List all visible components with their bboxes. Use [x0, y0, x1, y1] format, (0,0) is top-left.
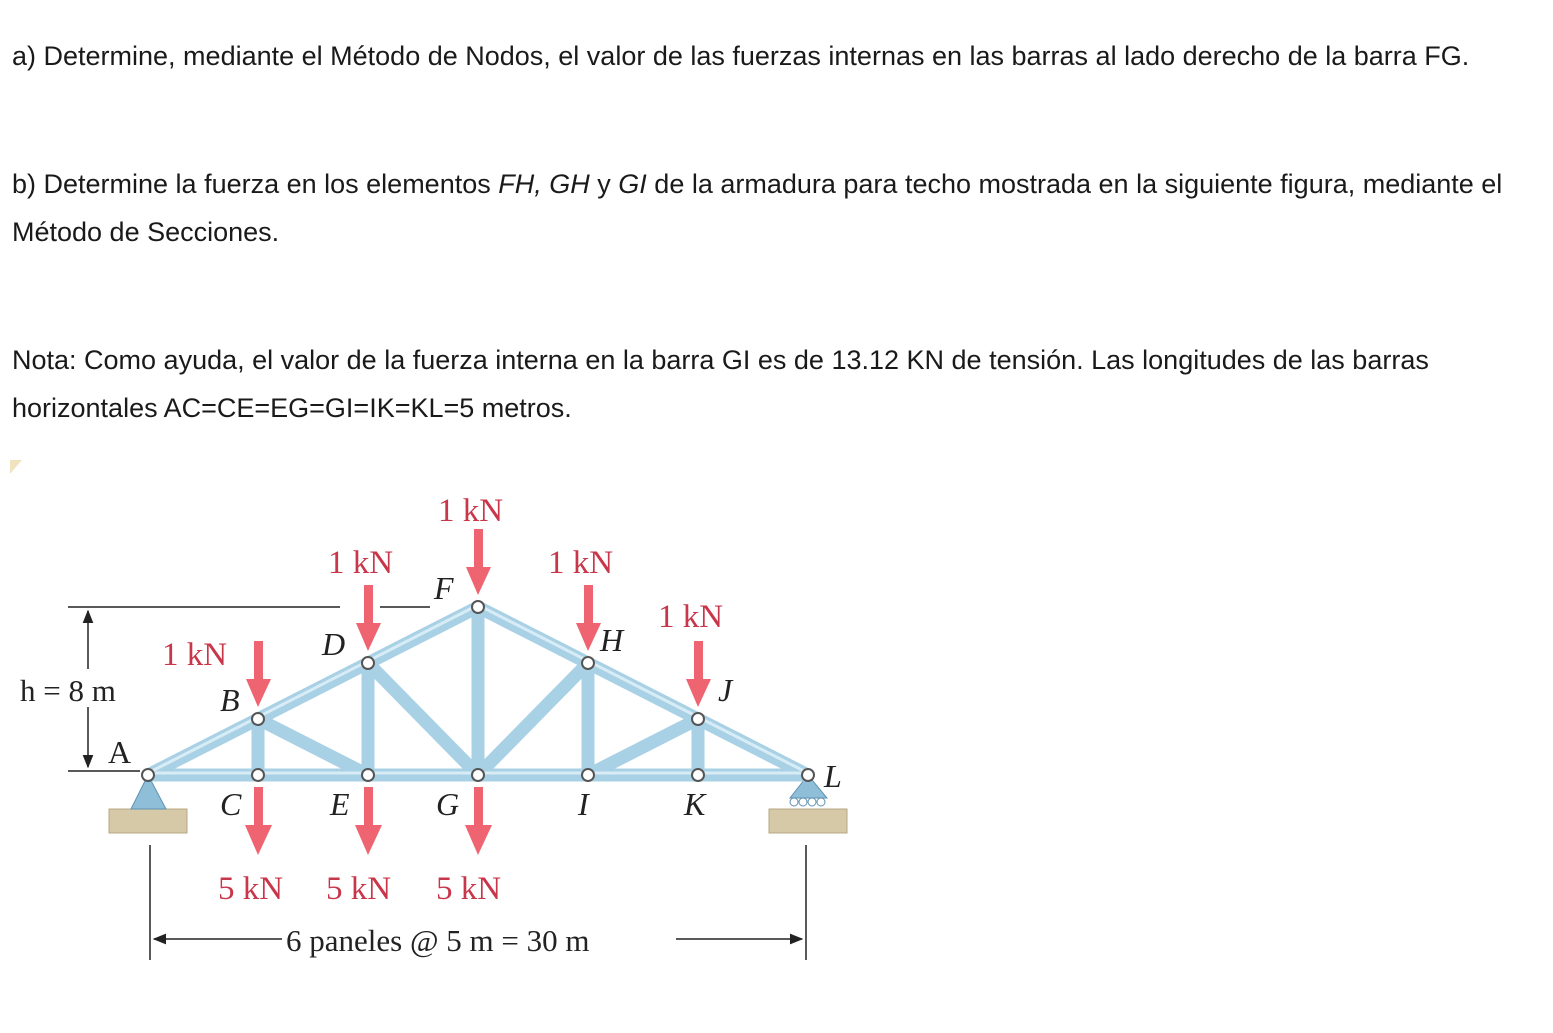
truss-figure [0, 455, 880, 1015]
node-label-e: E [330, 786, 350, 822]
member-gi: GI [618, 169, 647, 199]
note-text: Nota: Como ayuda, el valor de la fuerza interna en la barra GI es de 13.12 KN de tensión. Las longitudes de las barras horizontales AC=CE=EG=GI=IK=KL=5 metros. [12, 345, 1429, 423]
node-label-d: D [322, 626, 346, 662]
node-label-j: J [718, 672, 733, 708]
joint-l [802, 769, 814, 781]
node-label-b: B [220, 682, 240, 718]
joint-j [692, 713, 704, 725]
right-ground [769, 809, 847, 833]
load-arrow-h [576, 585, 601, 651]
joint-g [472, 769, 484, 781]
bottom-load-label-e: 5 kN [326, 871, 392, 907]
node-label-f: F [434, 570, 454, 606]
member-fh: FH, [498, 169, 542, 199]
joint-f [472, 601, 484, 613]
joint-k [692, 769, 704, 781]
load-arrow-f [466, 529, 491, 595]
load-arrow-c [245, 787, 272, 855]
node-label-g: G [436, 786, 460, 822]
corner-mark-icon [10, 460, 22, 474]
height-label: h = 8 m [20, 673, 116, 708]
node-label-k: K [684, 786, 706, 822]
part-a-text: a) Determine, mediante el Método de Nodos, el valor de las fuerzas internas en las barras al lado derecho de la barra FG. [12, 41, 1470, 71]
node-label-c: C [220, 786, 242, 822]
node-label-h: H [600, 622, 624, 658]
member-gh: GH [549, 169, 590, 199]
joint-h [582, 657, 594, 669]
part-b-and: y [589, 169, 619, 199]
node-label-i: I [578, 786, 589, 822]
span-label: 6 paneles @ 5 m = 30 m [286, 923, 590, 958]
load-arrow-g [465, 787, 492, 855]
load-arrow-j [686, 641, 711, 707]
node-label-l: L [824, 758, 842, 794]
top-load-label-j: 1 kN [658, 599, 724, 635]
member-hg [478, 663, 588, 775]
top-load-label-b: 1 kN [162, 637, 228, 673]
top-load-label-f: 1 kN [438, 493, 504, 529]
top-load-label-d: 1 kN [328, 545, 394, 581]
load-arrow-e [355, 787, 382, 855]
load-arrow-b [246, 641, 271, 707]
joint-b [252, 713, 264, 725]
part-b-pre: b) Determine la fuerza en los elementos [12, 169, 499, 199]
joint-c [252, 769, 264, 781]
node-label-a: A [108, 734, 132, 770]
joint-e [362, 769, 374, 781]
member-dg [368, 663, 478, 775]
joint-a [142, 769, 154, 781]
part-b-post: de la armadura para techo mostrada en la siguiente figura, mediante el Método de Secciones. [12, 169, 1503, 247]
member-be [258, 719, 368, 775]
member-ji [588, 719, 698, 775]
load-arrow-d [356, 585, 381, 651]
joint-d [362, 657, 374, 669]
part-b-text [12, 160, 1542, 256]
left-ground [109, 809, 187, 833]
joint-i [582, 769, 594, 781]
bottom-load-label-c: 5 kN [218, 871, 284, 907]
bottom-load-label-g: 5 kN [436, 871, 502, 907]
top-load-label-h: 1 kN [548, 545, 614, 581]
